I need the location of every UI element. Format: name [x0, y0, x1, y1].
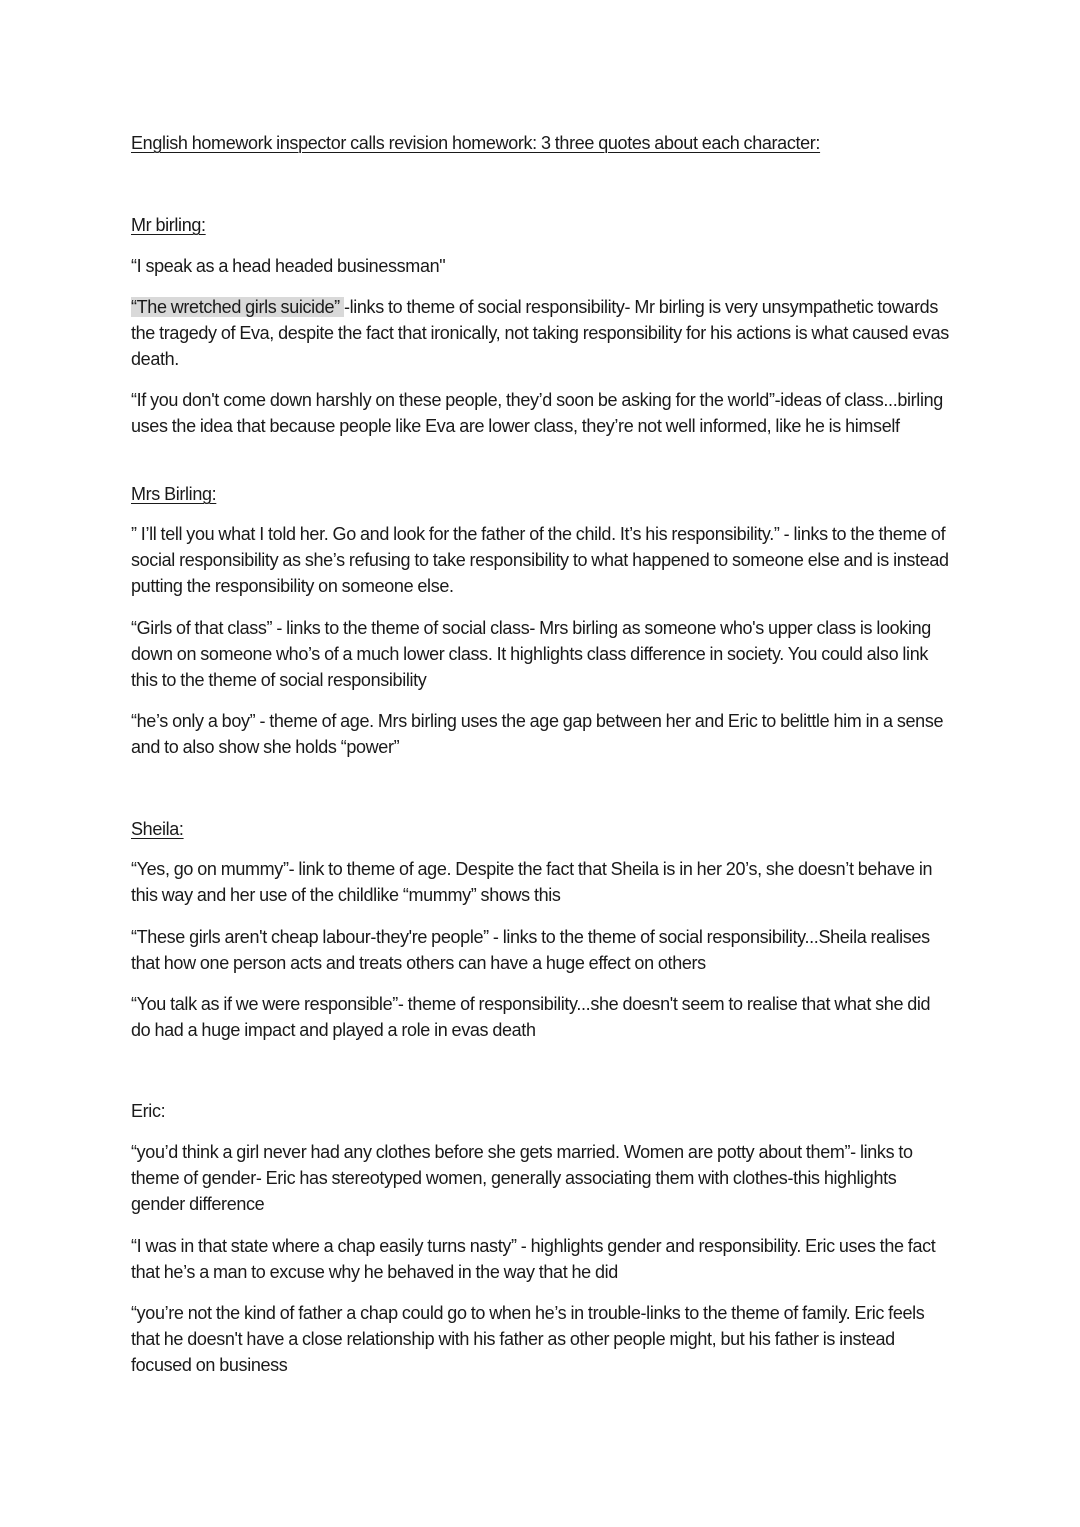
quote-entry — [131, 253, 951, 279]
quote-text: “These girls aren't cheap labour-they're people” — [131, 927, 489, 947]
analysis-text: - links to the theme of social class- Mrs birling as someone who's upper class is looking down on someone who’s of a much lower class. It highlights class difference in society. You could also link this to the theme of social responsibility — [131, 618, 931, 690]
quote-entry — [131, 615, 951, 693]
analysis-text: - highlights gender and responsibility. Eric uses the fact that he’s a man to excuse why he behaved in the way that he did — [131, 1236, 936, 1282]
quote-entry — [131, 1139, 951, 1217]
section-heading-mrs-birling: Mrs Birling: — [131, 484, 217, 504]
quote-entry — [131, 387, 951, 439]
quote-entry — [131, 1233, 951, 1285]
quote-text: “If you don't come down harshly on these people, they’d soon be asking for the world” — [131, 390, 775, 410]
quote-text: “You talk as if we were responsible” — [131, 994, 398, 1014]
quote-entry — [131, 1300, 951, 1378]
analysis-text: -links to the theme of family. Eric feels that he doesn't have a close relationship with his father as other people might, but his father is instead focused on business — [131, 1303, 925, 1375]
quote-text: “he’s only a boy” — [131, 711, 256, 731]
analysis-text: - links to the theme of social responsibility as she’s refusing to take responsibility to what happened to someone else and is instead putting the responsibility on someone else. — [131, 524, 949, 596]
quote-entry — [131, 521, 951, 599]
section-heading-sheila: Sheila: — [131, 819, 184, 839]
quote-entry — [131, 294, 951, 372]
quote-text: “Yes, go on mummy” — [131, 859, 289, 879]
quote-text: ” I’ll tell you what I told her. Go and look for the father of the child. It’s his responsibility.” — [131, 524, 780, 544]
analysis-text: - link to theme of age. Despite the fact that Sheila is in her 20’s, she doesn’t behave in this way and her use of the childlike “mummy” shows this — [131, 859, 933, 905]
analysis-text: - theme of age. Mrs birling uses the age gap between her and Eric to belittle him in a sense and to also show she holds “power” — [131, 711, 944, 757]
analysis-text: - links to theme of gender- Eric has stereotyped women, generally associating them with clothes-this highlights gender difference — [131, 1142, 913, 1214]
quote-text: “you’re not the kind of father a chap could go to when he’s in trouble — [131, 1303, 641, 1323]
analysis-text: - links to the theme of social responsibility...Sheila realises that how one person acts and treats others can have a huge effect on others — [131, 927, 930, 973]
analysis-text: -links to theme of social responsibility- Mr birling is very unsympathetic towards the tragedy of Eva, despite the fact that ironically, not taking responsibility for his actions is what caused evas death. — [131, 297, 949, 369]
quote-text: “Girls of that class” — [131, 618, 273, 638]
quote-entry — [131, 991, 951, 1043]
quote-text: “I speak as a head headed businessman" — [131, 256, 446, 276]
analysis-text: -ideas of class...birling uses the idea that because people like Eva are lower class, they’re not well informed, like he is himself — [131, 390, 943, 436]
quote-entry — [131, 856, 951, 908]
quote-entry — [131, 924, 951, 976]
quote-text: “I was in that state where a chap easily turns nasty” — [131, 1236, 517, 1256]
section-heading-mr-birling: Mr birling: — [131, 215, 206, 235]
quote-entry — [131, 708, 951, 760]
section-heading-eric: Eric: — [131, 1101, 166, 1121]
analysis-text: - theme of responsibility...she doesn't seem to realise that what she did do had a huge impact and played a role in evas death — [131, 994, 931, 1040]
highlighted-quote-text: “The wretched girls suicide” — [131, 297, 344, 317]
document-title: English homework inspector calls revision homework: 3 three quotes about each character: — [131, 133, 821, 153]
quote-text: “you’d think a girl never had any clothes before she gets married. Women are potty about them” — [131, 1142, 851, 1162]
